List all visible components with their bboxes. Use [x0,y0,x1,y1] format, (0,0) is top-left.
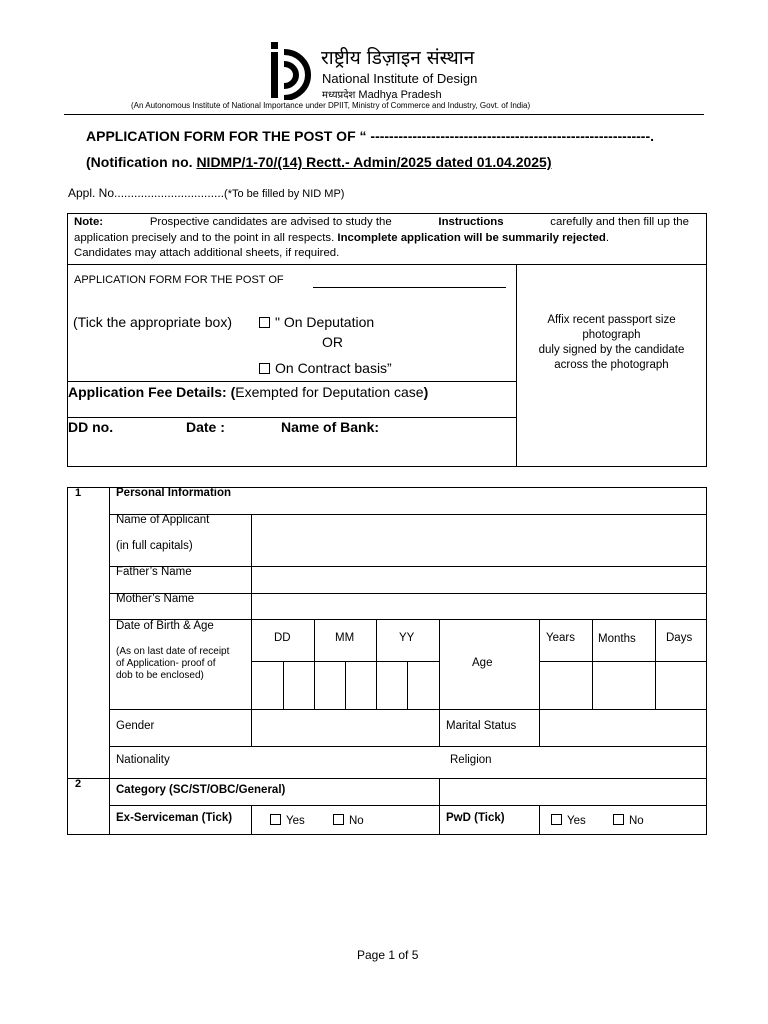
row-line [109,805,707,806]
age-sub [655,619,656,709]
exservice-yes-checkbox[interactable] [270,814,281,825]
dob-sub [283,661,284,709]
dd-no-label: DD no. [68,419,114,435]
fee-note: Exempted for Deputation case [235,384,424,400]
label-col-divider [251,805,252,835]
dob-label: Date of Birth & Age [116,620,214,632]
photo-line-4: across the photograph [554,359,669,371]
exservice-no-label: No [349,815,364,827]
nid-logo [268,42,324,100]
location-hindi: मध्यप्रदेश [322,90,356,101]
row-line [109,746,707,747]
photo-line-3: duly signed by the candidate [538,344,685,356]
dob-sub [407,661,408,709]
option-contract[interactable] [259,360,392,376]
header-rule [64,114,704,115]
pwd-yes-label: Yes [567,815,586,827]
institute-name-english: National Institute of Design [322,71,478,86]
form-title: APPLICATION FORM FOR THE POST OF “ ------------------------------------------------------------. [86,128,655,144]
option-contract-label: On Contract basis” [275,360,392,376]
pwd-label: PwD (Tick) [446,812,505,824]
exservice-no-checkbox[interactable] [333,814,344,825]
pwd-no-label: No [629,815,644,827]
dob-divider-mm [314,619,315,709]
note-text2: carefully and then fill up the [550,216,689,228]
nationality-label: Nationality [116,754,170,766]
location-english: Madhya Pradesh [358,89,442,101]
personal-info-heading: Personal Information [116,487,232,499]
note-line-2 [74,232,609,244]
row-line [109,593,707,594]
section-number-1: 1 [75,487,82,499]
notification-prefix: (Notification no. [86,154,197,170]
photo-line-1: Affix recent passport size [547,314,676,326]
dob-sub [345,661,346,709]
years-header: Years [546,632,575,644]
gender-label: Gender [116,720,155,732]
yy-header: YY [399,632,415,644]
father-label: Father’s Name [116,566,192,578]
photo-line-2: photograph [582,329,641,341]
name-sub: (in full capitals) [116,540,193,552]
age-value-divider [539,619,540,746]
months-header: Months [598,633,636,645]
mm-header: MM [335,632,355,644]
post-blank-line[interactable] [313,287,506,288]
pwd-no-checkbox[interactable] [613,814,624,825]
institute-name-hindi: राष्ट्रीय डिज़ाइन संस्थान [321,47,475,69]
exservice-yes[interactable] [270,815,305,827]
note-line-1 [74,216,689,228]
pwd-yes[interactable] [551,815,586,827]
row-line [109,709,707,710]
option-deputation-label: " On Deputation [275,314,375,330]
date-label: Date : [186,419,225,435]
num-col-divider [109,487,110,835]
appl-no-label[interactable]: Appl. No................................. [68,186,225,200]
name-label: Name of Applicant [116,514,210,526]
dob-note-2: of Application- proof of [116,658,216,669]
or-label: OR [322,334,343,350]
age-label: Age [472,657,493,669]
pwd-divider [539,805,540,835]
mother-label: Mother’s Name [116,593,195,605]
bank-label: Name of Bank: [281,419,380,435]
tick-label: (Tick the appropriate box) [73,314,232,330]
days-header: Days [666,632,693,644]
note-text3: application precisely and to the point in all respects. [74,232,335,244]
note-label: Note: [74,216,104,228]
dd-header: DD [274,632,291,644]
row-line [67,778,707,779]
autonomous-note: (An Autonomous Institute of National Importance under DPIIT, Ministry of Commerce and Industry, Govt. of India) [131,101,531,110]
section-number-2: 2 [75,778,82,790]
notification-line [86,154,552,170]
exservice-yes-label: Yes [286,815,305,827]
marital-label: Marital Status [446,720,517,732]
exservice-no[interactable] [333,815,364,827]
notification-number: NIDMP/1-70/(14) Rectt.- Admin/2025 dated 01.04.2025) [196,154,552,170]
appl-no-line [68,186,344,200]
fee-label: Application Fee Details: ( [68,384,236,400]
fee-close: ) [423,384,429,400]
dob-note-3: dob to be enclosed) [116,670,204,681]
note-text1: Prospective candidates are advised to study the [149,216,392,228]
note-text4: . [605,232,609,244]
appl-no-note: (*To be filled by NID MP) [224,188,345,200]
contract-checkbox[interactable] [259,363,270,374]
dob-note [116,646,229,682]
post-label: APPLICATION FORM FOR THE POST OF [74,274,284,286]
label-col-divider [251,514,252,746]
option-deputation[interactable] [259,314,374,330]
note-instructions: Instructions [438,216,504,228]
pwd-yes-checkbox[interactable] [551,814,562,825]
note-reject: Incomplete application will be summarily rejected [337,232,606,244]
fee-details [68,384,428,400]
dob-divider-yy [376,619,377,709]
page-number: Page 1 of 5 [357,948,419,962]
age-col-divider [439,619,440,746]
religion-label: Religion [450,754,492,766]
age-grid-line [539,661,707,662]
exservice-label: Ex-Serviceman (Tick) [116,812,233,824]
row-line [109,566,707,567]
dob-note-1: (As on last date of receipt [116,646,230,657]
deputation-checkbox[interactable] [259,317,270,328]
age-sub [592,619,593,709]
category-divider [439,778,440,835]
photo-instructions [517,313,706,373]
category-label: Category (SC/ST/OBC/General) [116,784,286,796]
note-line-3: Candidates may attach additional sheets, if required. [74,247,340,259]
pwd-no[interactable] [613,815,644,827]
institute-location [322,87,442,101]
